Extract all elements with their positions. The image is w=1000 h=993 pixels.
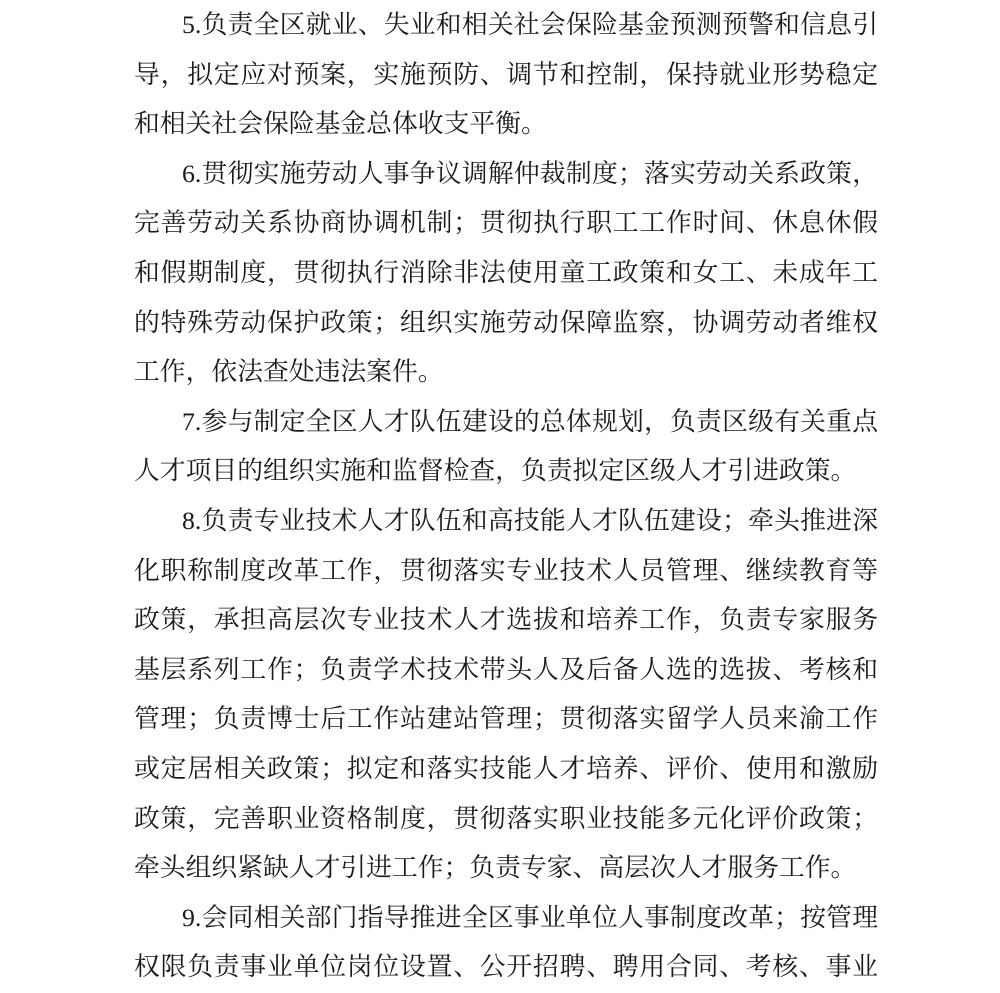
text-line: 9.会同相关部门指导推进全区事业单位人事制度改革；按管理: [182, 902, 878, 932]
text-line: 政策，完善职业资格制度，贯彻落实职业技能多元化评价政策；: [134, 803, 878, 833]
text-line: 7.参与制定全区人才队伍建设的总体规划，负责区级有关重点: [182, 406, 878, 436]
paragraph-8: [134, 496, 878, 893]
text-line: 和假期制度，贯彻执行消除非法使用童工政策和女工、未成年工: [134, 257, 878, 287]
text-line: 人才项目的组织实施和监督检查，负责拟定区级人才引进政策。: [134, 456, 857, 486]
text-line: 政策，承担高层次专业技术人才选拔和培养工作，负责专家服务: [134, 605, 878, 635]
text-line: 牵头组织紧缺人才引进工作；负责专家、高层次人才服务工作。: [134, 853, 857, 883]
text-line: 5.负责全区就业、失业和相关社会保险基金预测预警和信息引: [182, 10, 878, 39]
text-line: 化职称制度改革工作，贯彻落实专业技术人员管理、继续教育等: [134, 555, 878, 585]
text-line: 和相关社会保险基金总体收支平衡。: [134, 109, 547, 139]
text-line: 权限负责事业单位岗位设置、公开招聘、聘用合同、考核、事业: [134, 952, 878, 982]
text-line: 完善劳动关系协商协调机制；贯彻执行职工工作时间、休息休假: [134, 208, 878, 238]
paragraph-7: [134, 397, 878, 496]
text-line: 的特殊劳动保护政策；组织实施劳动保障监察，协调劳动者维权: [134, 307, 878, 337]
text-line: 基层系列工作；负责学术技术带头人及后备人选的选拔、考核和: [134, 654, 878, 684]
paragraph-9: [134, 893, 878, 992]
text-line: 8.负责专业技术人才队伍和高技能人才队伍建设；牵头推进深: [182, 505, 878, 535]
paragraph-5: [134, 0, 878, 149]
text-line: 导，拟定应对预案，实施预防、调节和控制，保持就业形势稳定: [134, 59, 878, 89]
document-body: [134, 0, 878, 992]
text-line: 工作，依法查处违法案件。: [134, 357, 444, 387]
text-line: 6.贯彻实施劳动人事争议调解仲裁制度；落实劳动关系政策，: [182, 158, 878, 188]
paragraph-6: [134, 149, 878, 397]
text-line: 管理；负责博士后工作站建站管理；贯彻落实留学人员来渝工作: [134, 704, 878, 734]
text-line: 或定居相关政策；拟定和落实技能人才培养、评价、使用和激励: [134, 753, 878, 783]
